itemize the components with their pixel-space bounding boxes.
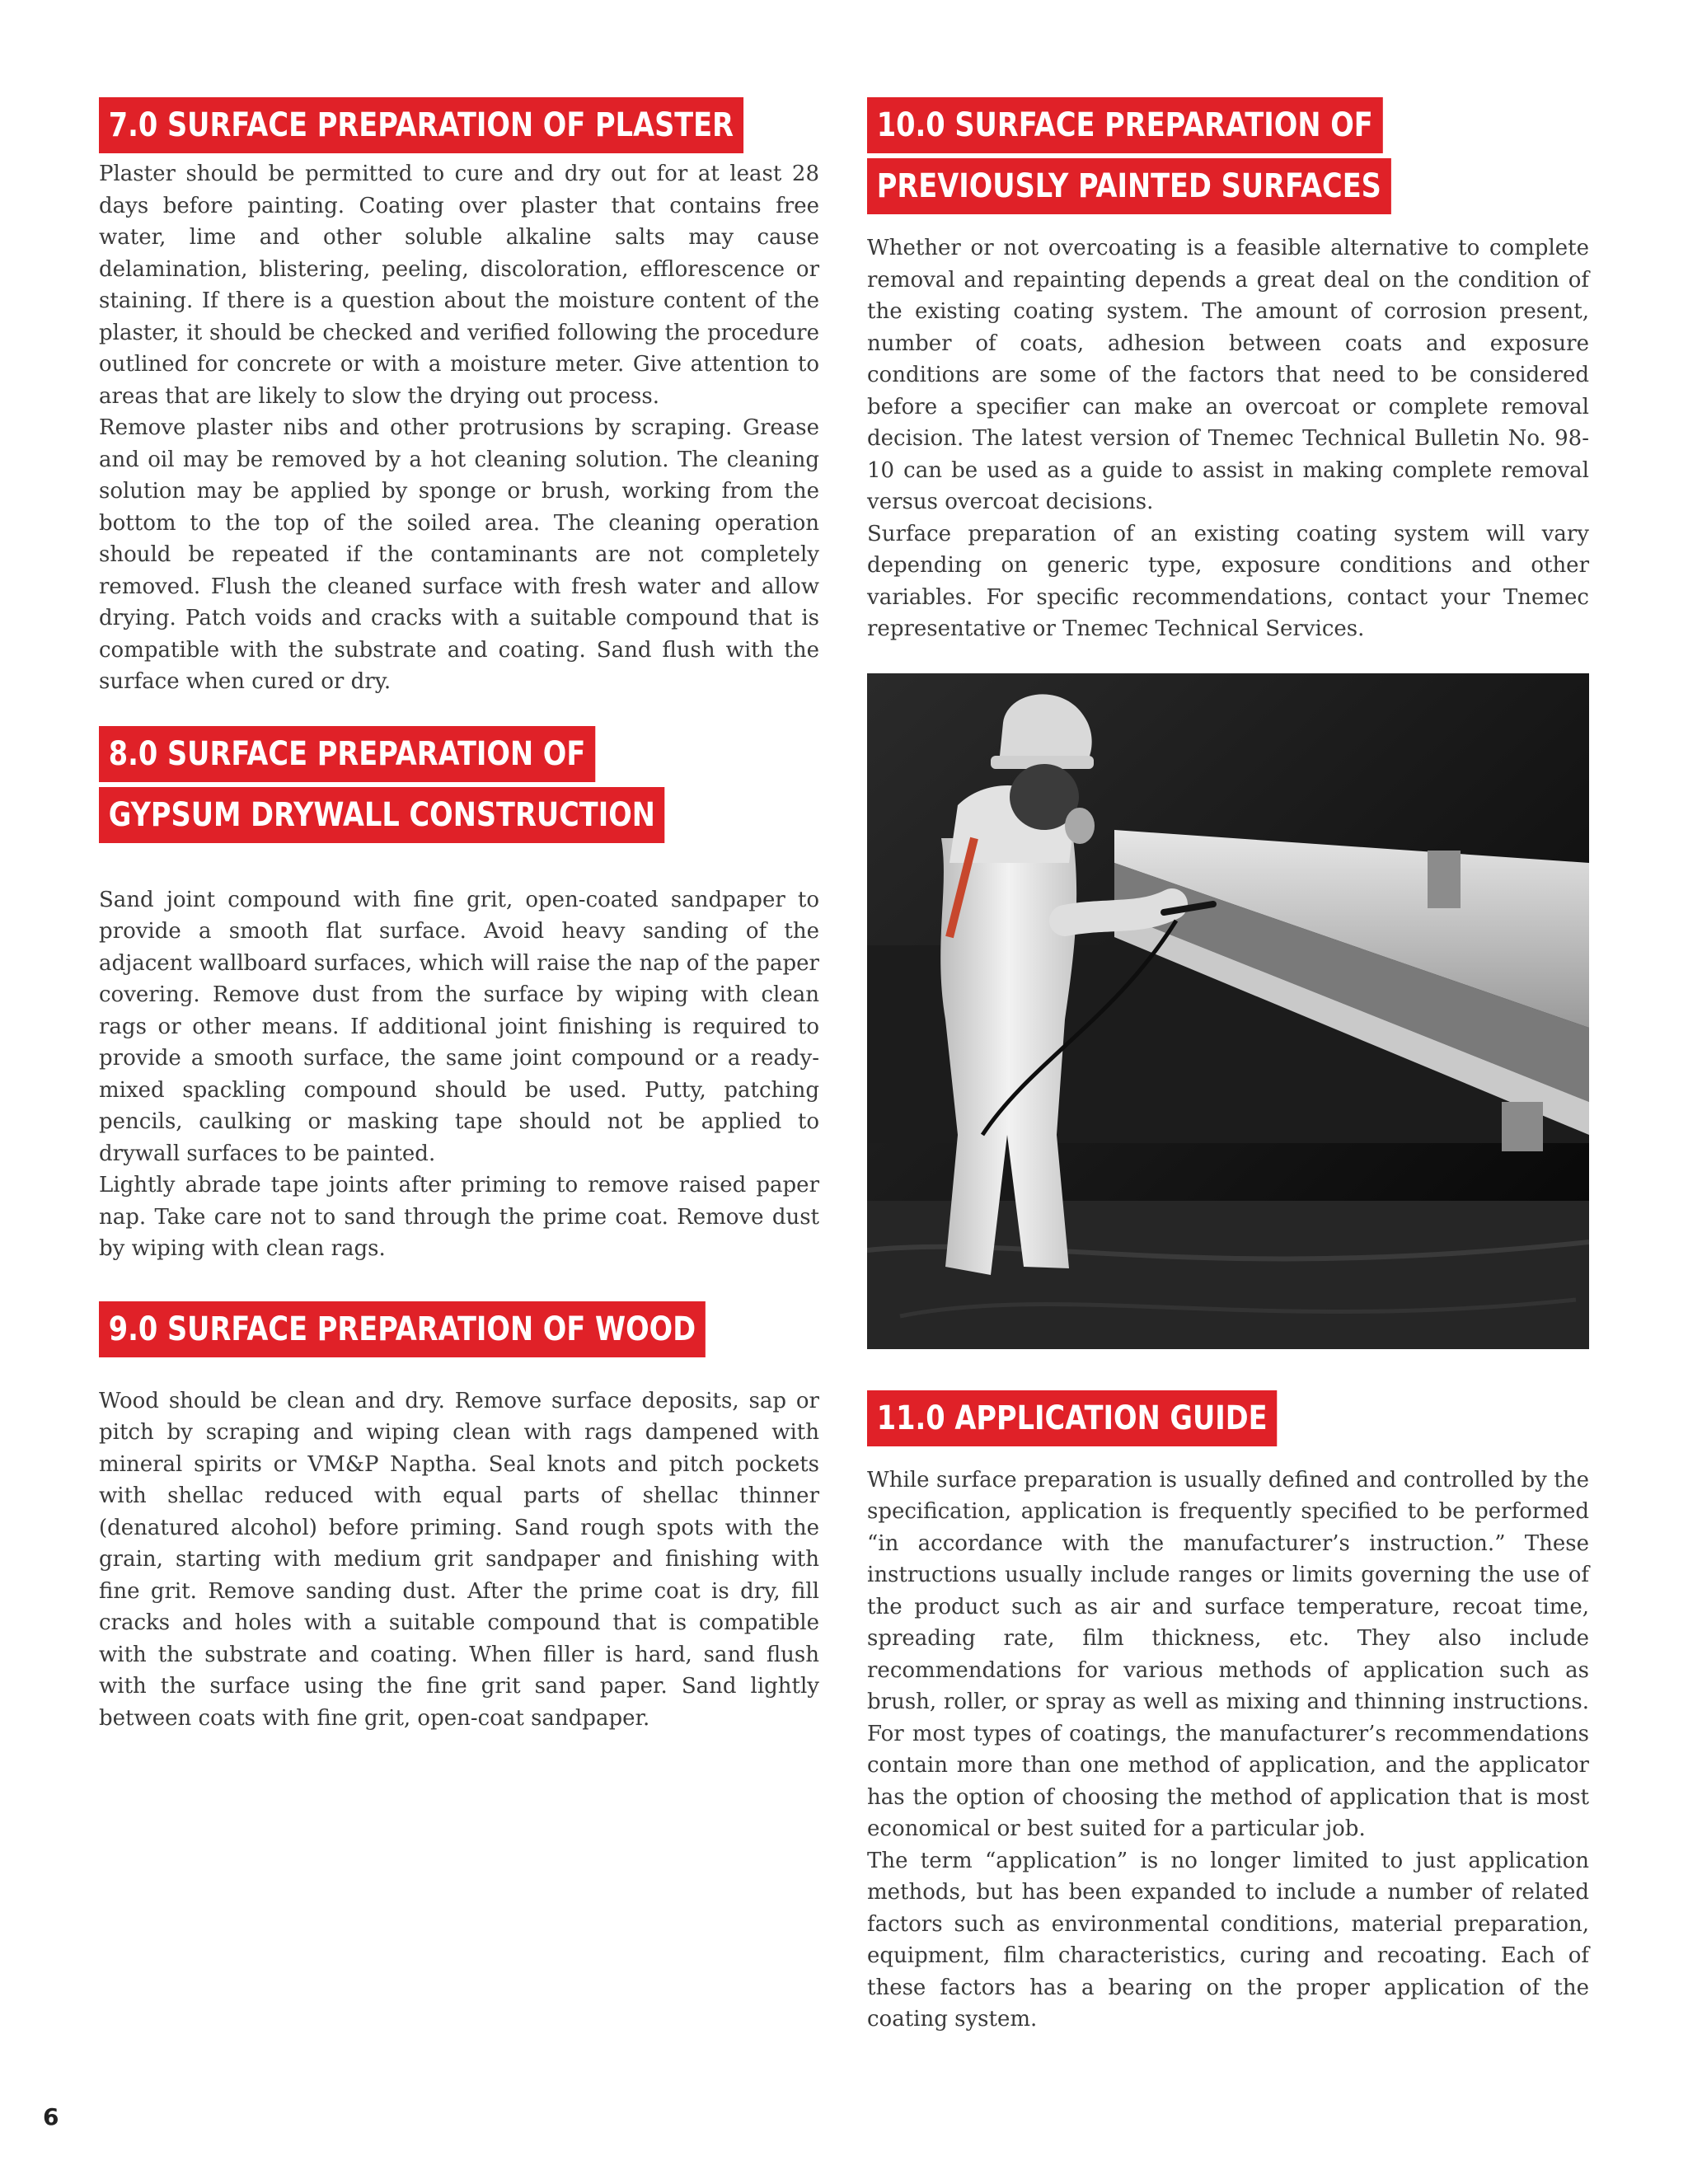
section-10-heading — [867, 97, 1589, 214]
section-11-heading-line: 11.0 APPLICATION GUIDE — [867, 1390, 1277, 1446]
section-9-heading-line: 9.0 SURFACE PREPARATION OF WOOD — [99, 1301, 706, 1357]
section-11-paragraph-2: The term “application” is no longer limited to just application methods, but has been expanded to include a number of related factors such as environmental conditions, material preparation, equipment, film characteristics, curing and recoating. Each of these factors has a bearing on the proper application of the coating system. — [867, 1848, 1589, 2032]
right-column — [867, 97, 1589, 2036]
section-10-paragraph-2: Surface preparation of an existing coating system will vary depending on generic type, exposure conditions and other variables. For specific recommendations, contact your Tnemec representative or Tnemec Technical Services. — [867, 521, 1589, 641]
section-7-paragraph-2: Remove plaster nibs and other protrusions by scraping. Grease and oil may be removed by a hot cleaning solution. The cleaning solution may be applied by sponge or brush, working from the bottom to the top of the soiled area. The cleaning operation should be repeated if the contaminants are not completely removed. Flush the cleaned surface with fresh water and allow drying. Patch voids and cracks with a suitable compound that is compatible with the substrate and coating. Sand flush with the surface when cured or dry. — [99, 415, 819, 694]
section-9-heading — [99, 1301, 819, 1357]
section-8-heading — [99, 726, 819, 843]
section-8-paragraph-1: Sand joint compound with fine grit, open-coated sandpaper to provide a smooth flat surface. Avoid heavy sanding of the adjacent wallboard surfaces, which will raise the nap of the paper covering. Remove dust from the surface by wiping with clean rags or other means. If additional joint finishing is required to provide a smooth surface, the same joint compound or a ready-mixed spackling compound should be used. Putty, patching pencils, caulking or masking tape should not be applied to drywall surfaces to be painted. — [99, 887, 819, 1166]
section-8-heading-line-2: GYPSUM DRYWALL CONSTRUCTION — [99, 787, 665, 843]
section-11-heading — [867, 1390, 1589, 1446]
worker-spraying-steel-beam-photo — [867, 673, 1589, 1349]
section-8-heading-line-1: 8.0 SURFACE PREPARATION OF — [99, 726, 595, 782]
section-10-heading-line-2: PREVIOUSLY PAINTED SURFACES — [867, 158, 1391, 214]
section-7-heading — [99, 97, 819, 153]
section-7-heading-line: 7.0 SURFACE PREPARATION OF PLASTER — [99, 97, 743, 153]
section-7-paragraph-1: Plaster should be permitted to cure and dry out for at least 28 days before painting. Coating over plaster that contains free water, lime and other soluble alkaline salts may cause delamination, blistering, peeling, discoloration, efflorescence or staining. If there is a question about the moisture content of the plaster, it should be checked and verified following the procedure outlined for concrete or with a moisture meter. Give attention to areas that are likely to slow the drying out process. — [99, 162, 819, 409]
section-8-paragraph-2: Lightly abrade tape joints after priming to remove raised paper nap. Take care not to sand through the prime coat. Remove dust by wiping with clean rags. — [99, 1173, 819, 1261]
page-number: 6 — [43, 2103, 59, 2130]
section-9-paragraph-1: Wood should be clean and dry. Remove surface deposits, sap or pitch by scraping and wiping clean with rags dampened with mineral spirits or VM&P Naptha. Seal knots and pitch pockets with shellac reduced with equal parts of shellac thinner (denatured alcohol) before priming. Sand rough spots with the grain, starting with medium grit sandpaper and finishing with fine grit. Remove sanding dust. After the prime coat is dry, fill cracks and holes with a suitable compound that is compatible with the substrate and coating. When filler is hard, sand flush with the surface using the fine grit sand paper. Sand lightly between coats with fine grit, open-coat sandpaper. — [99, 1388, 819, 1731]
section-10-paragraph-1: Whether or not overcoating is a feasible alternative to complete removal and repainting depends a great deal on the condition of the existing coating system. The amount of corrosion present, number of coats, adhesion between coats and exposure conditions are some of the factors that need to be considered before a specifier can make an overcoat or complete removal decision. The latest version of Tnemec Technical Bulletin No. 98-10 can be used as a guide to assist in making complete removal versus overcoat decisions. — [867, 236, 1589, 514]
left-column — [99, 97, 819, 1734]
section-10-heading-line-1: 10.0 SURFACE PREPARATION OF — [867, 97, 1382, 153]
section-11-paragraph-1: While surface preparation is usually defined and controlled by the specification, application is frequently specified to be performed “in accordance with the manufacturer’s instruction.” These instructions usually include ranges or limits governing the use of the product such as air and surface temperature, recoat time, spreading rate, film thickness, etc. They also include recommendations for various methods of application such as brush, roller, or spray as well as mixing and thinning instructions. For most types of coatings, the manufacturer’s recommendations contain more than one method of application, and the applicator has the option of choosing the method of application that is most economical or best suited for a particular job. — [867, 1467, 1589, 1841]
